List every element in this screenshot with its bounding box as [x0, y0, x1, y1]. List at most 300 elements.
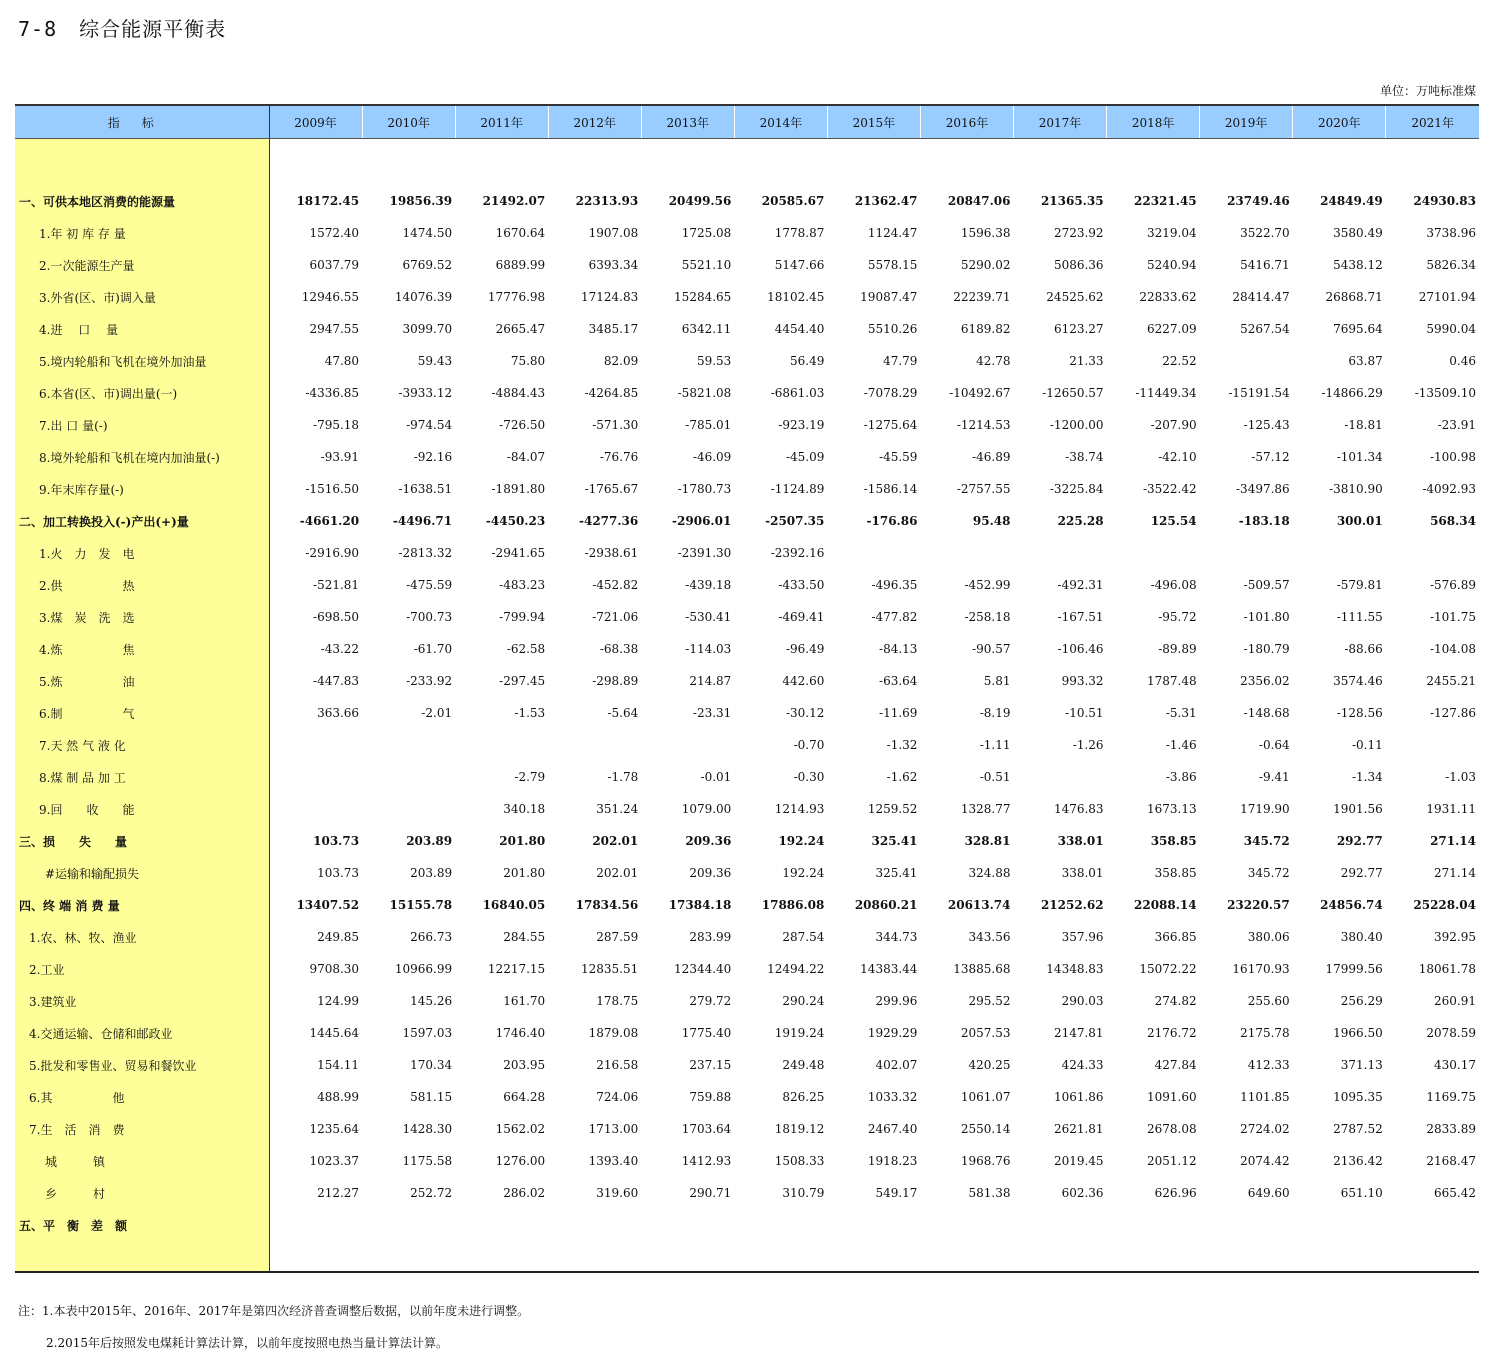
value-cell: 1713.00	[588, 1122, 639, 1136]
header-year: 2021年	[1386, 105, 1479, 139]
value-cell	[269, 761, 362, 793]
value-cell: -1200.00	[1049, 418, 1104, 432]
value-cell: 17999.56	[1325, 962, 1383, 976]
value-cell: -3497.86	[1236, 482, 1290, 496]
value-cell: 3099.70	[402, 322, 453, 336]
value-cell: -2507.35	[765, 514, 825, 528]
table-row	[15, 377, 1479, 409]
value-cell: -10.51	[1065, 706, 1104, 720]
value-cell: -2938.61	[584, 546, 639, 560]
table-row	[15, 729, 1479, 761]
value-cell: 1235.64	[309, 1122, 360, 1136]
value-cell: -95.72	[1158, 610, 1197, 624]
value-cell: -89.89	[1158, 642, 1197, 656]
value-cell: 6037.79	[309, 258, 360, 272]
value-cell: 363.66	[317, 706, 360, 720]
footnotes	[18, 1295, 529, 1359]
header-year: 2018年	[1107, 105, 1200, 139]
row-label: 6.本省(区、市)调出量(一)	[15, 377, 269, 409]
value-cell: 3574.46	[1333, 674, 1383, 688]
table-row	[15, 761, 1479, 793]
row-label: 2.一次能源生产量	[15, 249, 269, 281]
value-cell: 20585.67	[761, 194, 825, 208]
value-cell: 6769.52	[402, 258, 453, 272]
value-cell: -6861.03	[770, 386, 825, 400]
row-label: 8.煤 制 品 加 工	[15, 761, 269, 793]
value-cell: -1.11	[979, 738, 1011, 752]
value-cell: 178.75	[596, 994, 639, 1008]
value-cell: 5.81	[983, 674, 1011, 688]
value-cell: 23749.46	[1227, 194, 1290, 208]
header-year: 2020年	[1293, 105, 1386, 139]
value-cell: 993.32	[1061, 674, 1104, 688]
value-cell: 16170.93	[1232, 962, 1290, 976]
value-cell: 325.41	[871, 834, 918, 848]
value-cell: 1428.30	[402, 1122, 453, 1136]
value-cell: -4277.36	[578, 514, 639, 528]
value-cell: 287.59	[596, 930, 639, 944]
table-row	[15, 441, 1479, 473]
value-cell: 427.84	[1154, 1058, 1197, 1072]
table-row	[15, 569, 1479, 601]
value-cell: 3580.49	[1333, 226, 1383, 240]
value-cell: -974.54	[406, 418, 453, 432]
value-cell: -57.12	[1251, 450, 1290, 464]
value-cell	[269, 793, 362, 825]
page-title	[18, 13, 226, 42]
value-cell: -84.07	[506, 450, 546, 464]
value-cell: 2723.92	[1053, 226, 1104, 240]
value-cell	[548, 729, 641, 761]
value-cell: 1918.23	[867, 1154, 918, 1168]
table-row	[15, 185, 1479, 217]
value-cell: 18172.45	[296, 194, 360, 208]
spacer-cell	[827, 139, 920, 186]
value-cell: 442.60	[782, 674, 825, 688]
value-cell: 651.10	[1340, 1186, 1383, 1200]
value-cell: -1.32	[886, 738, 918, 752]
value-cell: 2833.89	[1426, 1122, 1476, 1136]
row-label: 五、平 衡 差 额	[15, 1209, 269, 1241]
value-cell: -439.18	[685, 578, 732, 592]
value-cell	[641, 729, 734, 761]
value-cell	[269, 1209, 362, 1241]
value-cell: -100.98	[1429, 450, 1476, 464]
spacer-cell	[920, 139, 1013, 186]
value-cell: -1.34	[1351, 770, 1383, 784]
value-cell: 255.60	[1247, 994, 1290, 1008]
value-cell	[1200, 537, 1293, 569]
value-cell: 1445.64	[309, 1026, 360, 1040]
value-cell: 260.91	[1434, 994, 1476, 1008]
value-cell: 5826.34	[1426, 258, 1476, 272]
value-cell: 103.73	[317, 866, 360, 880]
spacer-cell	[1014, 1241, 1107, 1272]
value-cell	[362, 761, 455, 793]
value-cell: -45.09	[785, 450, 825, 464]
value-cell: -46.89	[972, 450, 1011, 464]
value-cell: -0.01	[700, 770, 732, 784]
header-year: 2017年	[1014, 105, 1107, 139]
value-cell: 12835.51	[580, 962, 639, 976]
value-cell	[1386, 537, 1479, 569]
value-cell: 2136.42	[1333, 1154, 1383, 1168]
value-cell: 1778.87	[774, 226, 825, 240]
row-label: 4.炼 焦	[15, 633, 269, 665]
value-cell: 1474.50	[402, 226, 453, 240]
value-cell: 252.72	[410, 1186, 453, 1200]
row-label: 2.供 热	[15, 569, 269, 601]
value-cell: 274.82	[1154, 994, 1197, 1008]
value-cell: -496.08	[1150, 578, 1197, 592]
value-cell: 47.80	[324, 354, 360, 368]
header-year: 2016年	[920, 105, 1013, 139]
value-cell: 1787.48	[1147, 674, 1197, 688]
value-cell: 1091.60	[1147, 1090, 1197, 1104]
table-row	[15, 665, 1479, 697]
value-cell: -923.19	[778, 418, 825, 432]
spacer-cell	[1386, 1241, 1479, 1272]
table-row	[15, 953, 1479, 985]
value-cell: 602.36	[1061, 1186, 1104, 1200]
value-cell: 5521.10	[681, 258, 732, 272]
value-cell: 343.56	[968, 930, 1011, 944]
value-cell: 0.46	[1449, 354, 1476, 368]
value-cell: 358.85	[1150, 834, 1197, 848]
value-cell: -4450.23	[485, 514, 546, 528]
value-cell: 6227.09	[1147, 322, 1197, 336]
spacer-cell	[269, 1241, 362, 1272]
value-cell: 568.34	[1430, 514, 1476, 528]
row-label: 5.境内轮船和飞机在境外加油量	[15, 345, 269, 377]
table-row	[15, 1145, 1479, 1177]
value-cell: 286.02	[503, 1186, 546, 1200]
table-row	[15, 1049, 1479, 1081]
value-cell: -433.50	[778, 578, 825, 592]
value-cell: -4264.85	[584, 386, 639, 400]
value-cell: 17384.18	[668, 898, 732, 912]
value-cell: 412.33	[1247, 1058, 1290, 1072]
table-row	[15, 697, 1479, 729]
row-label: 5.批发和零售业、贸易和餐饮业	[15, 1049, 269, 1081]
value-cell: 826.25	[782, 1090, 825, 1104]
value-cell: 19087.47	[860, 290, 918, 304]
value-cell: -726.50	[499, 418, 546, 432]
value-cell: -148.68	[1243, 706, 1290, 720]
value-cell: -180.79	[1243, 642, 1290, 656]
value-cell: 1572.40	[309, 226, 360, 240]
note-2: 2.2015年后按照发电煤耗计算法计算，以前年度按照电热当量计算法计算。	[46, 1336, 448, 1350]
value-cell: 1819.12	[774, 1122, 825, 1136]
value-cell: 266.73	[410, 930, 453, 944]
spacer-cell	[641, 139, 734, 186]
value-cell: -1275.64	[863, 418, 918, 432]
value-cell: 1968.76	[960, 1154, 1011, 1168]
value-cell: 1901.56	[1333, 802, 1383, 816]
value-cell: 581.38	[968, 1186, 1011, 1200]
header-year: 2011年	[455, 105, 548, 139]
value-cell: 63.87	[1348, 354, 1383, 368]
value-cell: -4884.43	[491, 386, 546, 400]
value-cell: -128.56	[1336, 706, 1383, 720]
value-cell	[827, 1209, 920, 1241]
value-cell: -3810.90	[1329, 482, 1383, 496]
value-cell: 2074.42	[1240, 1154, 1290, 1168]
row-label: 二、加工转换投入(-)产出(+)量	[15, 505, 269, 537]
value-cell	[1200, 345, 1293, 377]
value-cell: 249.85	[317, 930, 360, 944]
value-cell: 15155.78	[389, 898, 453, 912]
value-cell: 328.81	[964, 834, 1011, 848]
value-cell: -2392.16	[770, 546, 825, 560]
row-label: 城 镇	[15, 1145, 269, 1177]
value-cell: 1907.08	[588, 226, 639, 240]
value-cell: 287.54	[782, 930, 825, 944]
table-row	[15, 313, 1479, 345]
row-label: 3.建筑业	[15, 985, 269, 1017]
value-cell: -5821.08	[677, 386, 732, 400]
value-cell: -795.18	[313, 418, 360, 432]
value-cell: 290.71	[689, 1186, 732, 1200]
value-cell: 1033.32	[867, 1090, 918, 1104]
value-cell: -496.35	[871, 578, 918, 592]
header-year: 2019年	[1200, 105, 1293, 139]
spacer-cell	[362, 139, 455, 186]
value-cell: -469.41	[778, 610, 825, 624]
value-cell: 201.80	[499, 834, 546, 848]
value-cell: 6889.99	[495, 258, 546, 272]
value-cell: -127.86	[1429, 706, 1476, 720]
row-label: 6.制 气	[15, 697, 269, 729]
value-cell: -76.76	[599, 450, 639, 464]
value-cell: 22088.14	[1134, 898, 1197, 912]
row-label: 4.交通运输、仓储和邮政业	[15, 1017, 269, 1049]
value-cell: 15072.22	[1139, 962, 1197, 976]
value-cell: -297.45	[499, 674, 546, 688]
value-cell: 380.06	[1247, 930, 1290, 944]
value-cell: -5.31	[1165, 706, 1197, 720]
header-year: 2010年	[362, 105, 455, 139]
value-cell: 2057.53	[960, 1026, 1011, 1040]
value-cell: 292.77	[1340, 866, 1383, 880]
table-row	[15, 1177, 1479, 1209]
value-cell: -1780.73	[677, 482, 732, 496]
value-cell: -9.41	[1258, 770, 1290, 784]
value-cell: 1124.47	[867, 226, 918, 240]
value-cell: 192.24	[782, 866, 825, 880]
value-cell: 17124.83	[580, 290, 639, 304]
value-cell: 424.33	[1061, 1058, 1104, 1072]
value-cell: 1023.37	[309, 1154, 360, 1168]
header-year: 2012年	[548, 105, 641, 139]
spacer-cell	[734, 139, 827, 186]
value-cell: 2550.14	[960, 1122, 1011, 1136]
value-cell: 338.01	[1061, 866, 1104, 880]
value-cell: 2176.72	[1147, 1026, 1197, 1040]
value-cell: -452.82	[592, 578, 639, 592]
row-label: 4.进 口 量	[15, 313, 269, 345]
value-cell: -13509.10	[1414, 386, 1476, 400]
value-cell: -258.18	[964, 610, 1011, 624]
value-cell: -700.73	[406, 610, 453, 624]
value-cell: 649.60	[1247, 1186, 1290, 1200]
value-cell: 1169.75	[1426, 1090, 1476, 1104]
value-cell: 2175.78	[1240, 1026, 1290, 1040]
value-cell: -2916.90	[305, 546, 360, 560]
value-cell: 24849.49	[1320, 194, 1383, 208]
value-cell: 371.13	[1340, 1058, 1383, 1072]
value-cell: 5416.71	[1240, 258, 1290, 272]
value-cell: -63.64	[879, 674, 918, 688]
value-cell: 1596.38	[960, 226, 1011, 240]
value-cell: 488.99	[317, 1090, 360, 1104]
value-cell: 2665.47	[495, 322, 546, 336]
row-label: 四、终 端 消 费 量	[15, 889, 269, 921]
value-cell	[1386, 1209, 1479, 1241]
value-cell: -721.06	[592, 610, 639, 624]
value-cell: 392.95	[1434, 930, 1476, 944]
value-cell: 1929.29	[867, 1026, 918, 1040]
value-cell	[1014, 537, 1107, 569]
value-cell: 1061.86	[1053, 1090, 1104, 1104]
value-cell: 19856.39	[389, 194, 453, 208]
value-cell: 154.11	[317, 1058, 360, 1072]
value-cell: 14076.39	[394, 290, 453, 304]
value-cell: -38.74	[1065, 450, 1104, 464]
value-cell: 17834.56	[575, 898, 639, 912]
value-cell: -12650.57	[1042, 386, 1104, 400]
value-cell	[362, 729, 455, 761]
value-cell: 82.09	[603, 354, 639, 368]
table-row	[15, 921, 1479, 953]
value-cell: 3219.04	[1147, 226, 1197, 240]
row-label: 1.年 初 库 存 量	[15, 217, 269, 249]
value-cell: -579.81	[1336, 578, 1383, 592]
value-cell: 17886.08	[761, 898, 825, 912]
value-cell: 20613.74	[947, 898, 1011, 912]
value-cell: 324.88	[968, 866, 1011, 880]
value-cell: 14348.83	[1046, 962, 1104, 976]
value-cell: 344.73	[875, 930, 918, 944]
value-cell: 3738.96	[1426, 226, 1476, 240]
value-cell	[455, 1209, 548, 1241]
value-cell: 338.01	[1057, 834, 1104, 848]
value-cell: 290.03	[1061, 994, 1104, 1008]
spacer-cell	[827, 1241, 920, 1272]
value-cell: -1.62	[886, 770, 918, 784]
value-cell: 24856.74	[1320, 898, 1383, 912]
value-cell: 319.60	[596, 1186, 639, 1200]
value-cell: 2019.45	[1053, 1154, 1104, 1168]
value-cell: 5578.15	[867, 258, 918, 272]
value-cell: 209.36	[689, 866, 732, 880]
value-cell	[1014, 1209, 1107, 1241]
value-cell: -30.12	[785, 706, 825, 720]
table-row	[15, 889, 1479, 921]
table-body	[15, 139, 1479, 1273]
value-cell: 21365.35	[1040, 194, 1104, 208]
value-cell: 6189.82	[960, 322, 1011, 336]
value-cell: -2.01	[421, 706, 453, 720]
row-label: 5.炼 油	[15, 665, 269, 697]
unit-label: 单位：万吨标准煤	[1379, 84, 1476, 98]
header-year: 2009年	[269, 105, 362, 139]
value-cell: -1.78	[607, 770, 639, 784]
value-cell: 16840.05	[482, 898, 546, 912]
row-label: 1.火 力 发 电	[15, 537, 269, 569]
value-cell: -111.55	[1336, 610, 1383, 624]
value-cell: 430.17	[1434, 1058, 1476, 1072]
value-cell: 1966.50	[1333, 1026, 1383, 1040]
spacer-row	[15, 139, 1479, 186]
value-cell: 216.58	[596, 1058, 639, 1072]
value-cell: 161.70	[503, 994, 546, 1008]
value-cell: -93.91	[320, 450, 360, 464]
value-cell: 6393.34	[588, 258, 639, 272]
value-cell: 1276.00	[495, 1154, 546, 1168]
value-cell: -571.30	[592, 418, 639, 432]
value-cell: 20499.56	[668, 194, 732, 208]
value-cell: -509.57	[1243, 578, 1290, 592]
value-cell: 284.55	[503, 930, 546, 944]
value-cell: 2724.02	[1240, 1122, 1290, 1136]
value-cell	[1014, 761, 1107, 793]
value-cell: 214.87	[689, 674, 732, 688]
value-cell: 380.40	[1340, 930, 1383, 944]
value-cell: -3933.12	[398, 386, 453, 400]
value-cell: 5290.02	[960, 258, 1011, 272]
value-cell: 25228.04	[1413, 898, 1476, 912]
value-cell: 1508.33	[774, 1154, 825, 1168]
value-cell: 9708.30	[309, 962, 360, 976]
value-cell: 5510.26	[867, 322, 918, 336]
value-cell	[920, 1209, 1013, 1241]
value-cell: -7078.29	[863, 386, 918, 400]
value-cell: 299.96	[875, 994, 918, 1008]
value-cell: 1476.83	[1053, 802, 1104, 816]
value-cell: 1919.24	[774, 1026, 825, 1040]
value-cell: 1673.13	[1147, 802, 1197, 816]
value-cell	[1386, 729, 1479, 761]
table-row	[15, 281, 1479, 313]
value-cell: 1328.77	[960, 802, 1011, 816]
row-label: 7.出 口 量(-)	[15, 409, 269, 441]
spacer-row	[15, 1241, 1479, 1272]
value-cell: -11449.34	[1135, 386, 1197, 400]
value-cell: 2168.47	[1426, 1154, 1476, 1168]
value-cell: 325.41	[875, 866, 918, 880]
value-cell: 59.53	[696, 354, 732, 368]
value-cell	[362, 1209, 455, 1241]
value-cell: 759.88	[689, 1090, 732, 1104]
value-cell	[827, 537, 920, 569]
value-cell: 18102.45	[767, 290, 825, 304]
value-cell: 2356.02	[1240, 674, 1290, 688]
value-cell: 249.48	[782, 1058, 825, 1072]
spacer-cell	[1293, 1241, 1386, 1272]
value-cell: 24930.83	[1413, 194, 1476, 208]
value-cell: 300.01	[1336, 514, 1383, 528]
value-cell: -475.59	[406, 578, 453, 592]
value-cell: 271.14	[1434, 866, 1476, 880]
value-cell	[362, 793, 455, 825]
value-cell: -1516.50	[305, 482, 360, 496]
row-label: 9.回 收 能	[15, 793, 269, 825]
table-row	[15, 601, 1479, 633]
spacer-cell	[269, 139, 362, 186]
value-cell	[734, 1209, 827, 1241]
value-cell	[1107, 537, 1200, 569]
